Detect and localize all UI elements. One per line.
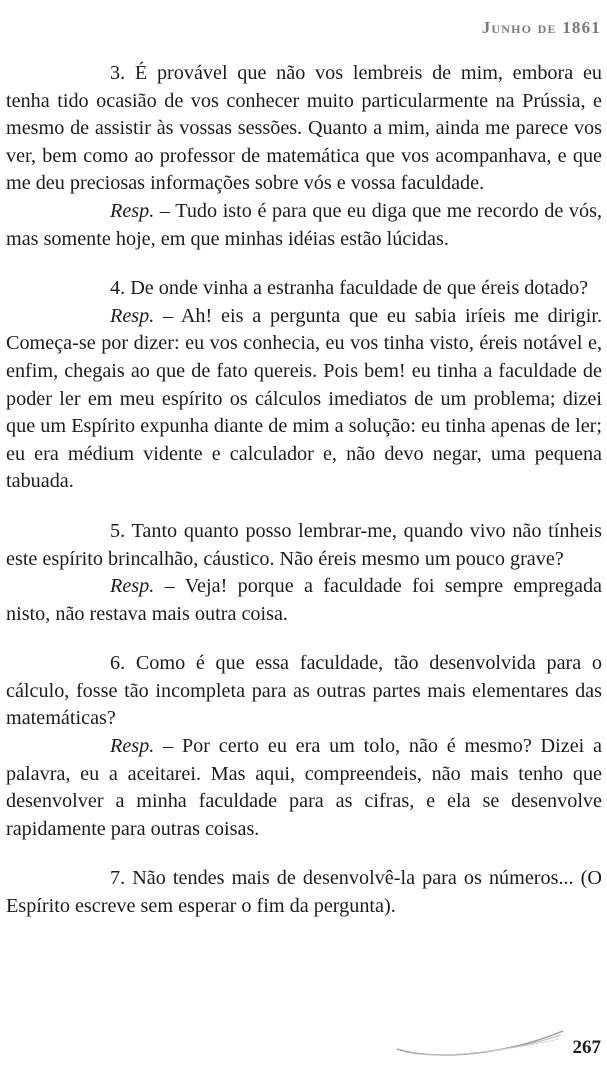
question-paragraph-6 xyxy=(6,650,602,733)
body-text xyxy=(6,60,602,921)
resp-label: Resp. xyxy=(110,735,155,758)
question-text: Tanto quanto posso lembrar-me, quando vivo não tínheis este espírito brincalhão, cáustico. Não éreis mesmo um pouco grave? xyxy=(6,519,602,570)
answer-text: – Tudo isto é para que eu diga que me recordo de vós, mas somente hoje, em que minhas idéias estão lúcidas. xyxy=(6,199,602,250)
question-number: 5. xyxy=(110,519,126,542)
question-number: 6. xyxy=(110,652,126,675)
answer-paragraph-5 xyxy=(6,573,602,628)
question-paragraph-3 xyxy=(6,60,602,198)
decorative-swoosh xyxy=(395,1025,565,1065)
answer-text: – Veja! porque a faculdade foi sempre empregada nisto, não restava mais outra coisa. xyxy=(6,575,603,625)
question-text: Como é que essa faculdade, tão desenvolvida para o cálculo, fosse tão incompleta para as outras partes mais elementares das matemáticas? xyxy=(6,652,603,730)
answer-paragraph-4 xyxy=(6,303,602,496)
question-text: De onde vinha a estranha faculdade de que éreis dotado? xyxy=(130,277,589,300)
resp-label: Resp. xyxy=(110,575,155,598)
answer-paragraph-6 xyxy=(6,733,602,843)
question-paragraph-7 xyxy=(6,865,602,920)
page-footer xyxy=(0,1025,607,1065)
answer-paragraph-3 xyxy=(6,198,602,253)
question-number: 3. xyxy=(110,62,126,84)
question-number: 4. xyxy=(110,277,126,300)
resp-label: Resp. xyxy=(110,304,155,327)
answer-text: – Por certo eu era um tolo, não é mesmo? Dizei a palavra, eu a aceitarei. Mas aqui, compreendeis, não mais tenho que desenvolver a minha faculdade para as cifras, e ela se desenvolve rapidamente para outras coisas. xyxy=(6,735,603,840)
resp-label: Resp. xyxy=(110,199,155,222)
answer-text: – Ah! eis a pergunta que eu sabia iríeis me dirigir. Começa-se por dizer: eu vos conhecia, eu vos tinha visto, éreis notável e, enfim, chegais ao que de fato quereis. Pois bem! eu tinha a faculdade de poder ler em meu espírito os cálculos imediatos de um problema; dizei que um Espírito expunha diante de mim a solução: eu tinha apenas de ler; eu era médium vidente e calculador e, não devo negar, uma pequena tabuada. xyxy=(6,304,602,493)
running-head: Junho de 1861 xyxy=(481,18,601,37)
question-text: Não tendes mais de desenvolvê-la para os números... (O Espírito escreve sem esperar o fim da pergunta). xyxy=(6,867,602,918)
page-number: 267 xyxy=(572,1037,601,1058)
question-paragraph-4 xyxy=(6,275,602,303)
question-number: 7. xyxy=(110,867,126,890)
question-text: É provável que não vos lembreis de mim, embora eu tenha tido ocasião de vos conhecer muito particularmente na Prússia, e mesmo de assistir às vossas sessões. Quanto a mim, ainda me parece vos ver, bem como ao professor de matemática que vos acompanhava, e que me deu preciosas informações sobre vós e vossa faculdade. xyxy=(6,62,602,195)
question-paragraph-5 xyxy=(6,518,602,573)
